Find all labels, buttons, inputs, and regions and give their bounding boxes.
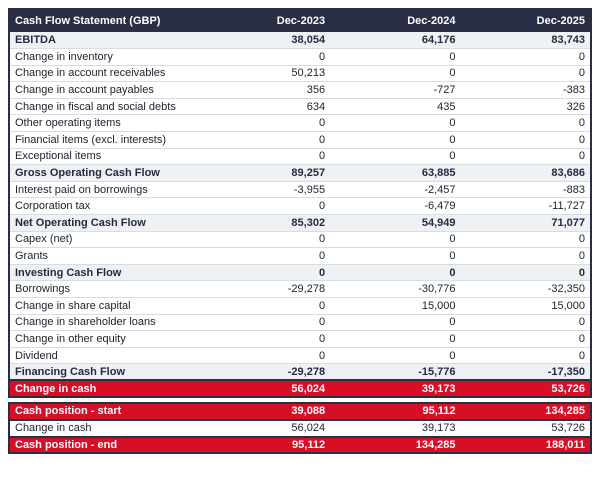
table-row [9,148,591,165]
row-value: 134,285 [461,403,591,420]
row-value: 64,176 [330,32,460,49]
table-row [9,215,591,232]
row-value: 0 [200,298,330,315]
table-title: Cash Flow Statement (GBP) [9,9,200,32]
row-value: 0 [200,115,330,132]
row-value: -32,350 [461,281,591,298]
row-label: Change in account payables [9,82,200,99]
row-label: Change in share capital [9,298,200,315]
table-row [9,331,591,348]
header-row [9,9,591,32]
row-value: 0 [461,231,591,248]
row-value: 0 [330,264,460,281]
row-value: 0 [330,231,460,248]
row-value: 188,011 [461,437,591,454]
row-value: 15,000 [330,298,460,315]
row-label: Financing Cash Flow [9,364,200,381]
row-value: 634 [200,98,330,115]
row-value: 0 [200,231,330,248]
column-header-dec-2023: Dec-2023 [200,9,330,32]
cash-flow-table-body [9,32,591,397]
table-row [9,32,591,49]
row-value: 0 [330,49,460,66]
row-label: Financial items (excl. interests) [9,132,200,149]
row-value: 0 [200,132,330,149]
row-value: 39,088 [200,403,330,420]
row-value: 0 [200,49,330,66]
row-value: 0 [461,49,591,66]
row-value: -30,776 [330,281,460,298]
row-label: Gross Operating Cash Flow [9,165,200,182]
cash-flow-table [8,8,592,398]
table-row [9,82,591,99]
table-row [9,298,591,315]
row-value: 53,726 [461,380,591,397]
row-value: 71,077 [461,215,591,232]
column-header-dec-2024: Dec-2024 [330,9,460,32]
row-value: -383 [461,82,591,99]
row-label: Change in cash [9,380,200,397]
row-label: Change in cash [9,420,200,437]
row-value: 134,285 [330,437,460,454]
table-row [9,49,591,66]
row-value: 0 [330,248,460,265]
row-label: EBITDA [9,32,200,49]
table-row [9,403,591,420]
table-row [9,281,591,298]
row-value: 85,302 [200,215,330,232]
row-value: 0 [200,148,330,165]
row-value: 0 [200,198,330,215]
row-label: Other operating items [9,115,200,132]
row-label: Change in shareholder loans [9,314,200,331]
row-value: -2,457 [330,181,460,198]
row-value: 0 [330,132,460,149]
row-value: 0 [461,148,591,165]
row-label: Change in other equity [9,331,200,348]
row-value: -727 [330,82,460,99]
row-value: 0 [330,347,460,364]
row-value: 0 [461,331,591,348]
row-value: 0 [200,331,330,348]
row-value: 0 [461,314,591,331]
row-value: 83,686 [461,165,591,182]
table-row [9,437,591,454]
row-value: 63,885 [330,165,460,182]
row-value: -29,278 [200,281,330,298]
row-value: 0 [200,264,330,281]
table-row [9,364,591,381]
row-label: Cash position - end [9,437,200,454]
row-value: 356 [200,82,330,99]
row-value: -17,350 [461,364,591,381]
row-value: 0 [200,248,330,265]
row-value: 0 [461,264,591,281]
row-value: 50,213 [200,65,330,82]
row-value: 0 [461,248,591,265]
row-value: 54,949 [330,215,460,232]
row-value: 56,024 [200,420,330,437]
row-label: Borrowings [9,281,200,298]
table-row [9,264,591,281]
row-label: Exceptional items [9,148,200,165]
cash-flow-table-header [9,9,591,32]
table-row [9,248,591,265]
row-value: 83,743 [461,32,591,49]
table-row [9,314,591,331]
row-value: 53,726 [461,420,591,437]
row-value: 0 [330,314,460,331]
row-value: 0 [461,347,591,364]
row-value: -883 [461,181,591,198]
column-header-dec-2025: Dec-2025 [461,9,591,32]
row-value: 0 [461,115,591,132]
row-label: Change in account receivables [9,65,200,82]
row-label: Change in fiscal and social debts [9,98,200,115]
cash-position-table [8,402,592,454]
table-row [9,181,591,198]
row-value: 39,173 [330,380,460,397]
table-row [9,98,591,115]
row-value: 0 [200,314,330,331]
cash-position-table-body [9,403,591,453]
row-value: 0 [461,132,591,149]
row-label: Capex (net) [9,231,200,248]
row-label: Investing Cash Flow [9,264,200,281]
row-label: Dividend [9,347,200,364]
row-value: 95,112 [200,437,330,454]
row-label: Grants [9,248,200,265]
row-value: 56,024 [200,380,330,397]
row-value: 89,257 [200,165,330,182]
row-label: Corporation tax [9,198,200,215]
row-label: Net Operating Cash Flow [9,215,200,232]
row-value: -29,278 [200,364,330,381]
row-value: -15,776 [330,364,460,381]
table-row [9,165,591,182]
table-row [9,198,591,215]
row-value: 0 [330,148,460,165]
row-value: 38,054 [200,32,330,49]
row-label: Change in inventory [9,49,200,66]
row-value: 0 [330,331,460,348]
table-row [9,115,591,132]
row-value: -11,727 [461,198,591,215]
table-row [9,420,591,437]
row-value: 326 [461,98,591,115]
row-value: 0 [200,347,330,364]
table-row [9,347,591,364]
row-value: 15,000 [461,298,591,315]
row-value: -6,479 [330,198,460,215]
table-row [9,231,591,248]
row-value: 435 [330,98,460,115]
row-value: -3,955 [200,181,330,198]
row-value: 0 [330,115,460,132]
row-value: 95,112 [330,403,460,420]
row-label: Cash position - start [9,403,200,420]
table-row [9,132,591,149]
table-row [9,380,591,397]
row-label: Interest paid on borrowings [9,181,200,198]
table-row [9,65,591,82]
row-value: 0 [461,65,591,82]
row-value: 39,173 [330,420,460,437]
row-value: 0 [330,65,460,82]
